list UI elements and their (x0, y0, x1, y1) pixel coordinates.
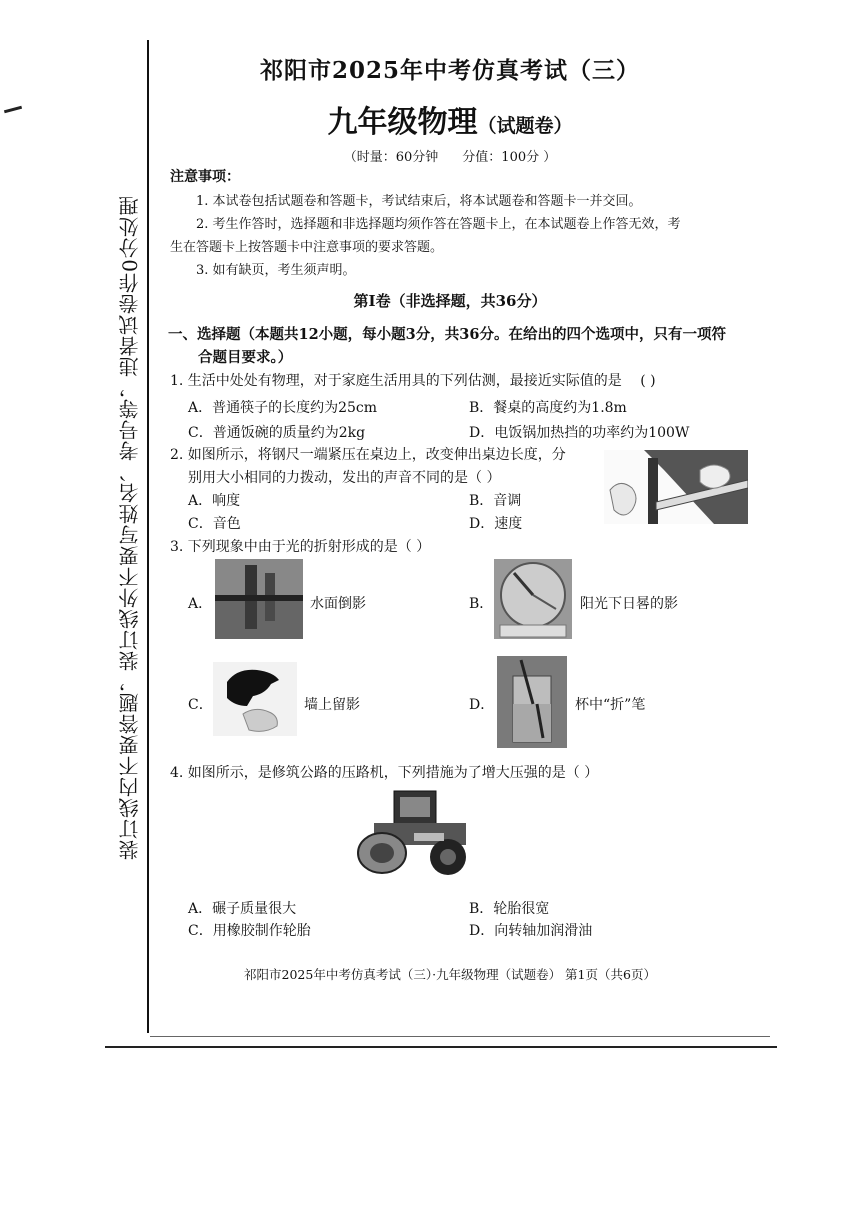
hand-shadow-image (213, 662, 297, 736)
section-title: 第Ⅰ卷（非选择题，共36分） (353, 292, 547, 310)
scan-mark (4, 106, 22, 114)
question-1-stem (170, 370, 656, 390)
q1-option-c: C．普通饭碗的质量约为2kg (188, 425, 366, 441)
q4-stem: 4. 如图所示，是修筑公路的压路机，下列措施为了增大压强的是（ ） (170, 765, 599, 781)
q4-option-c: C．用橡胶制作轮胎 (188, 923, 311, 939)
q3-option-d-letter: D． (469, 697, 495, 713)
q3-option-c-text: 墙上留影 (304, 697, 360, 713)
q2-option-d: D．速度 (469, 516, 523, 532)
q4-option-a: A．碾子质量很大 (188, 901, 297, 917)
q4-option-d: D．向转轴加润滑油 (469, 923, 593, 939)
q3-option-a-text: 水面倒影 (310, 596, 366, 612)
q4-option-b: B．轮胎很宽 (469, 901, 550, 917)
subject-title (150, 97, 750, 141)
subject-name: 九年级物理 (327, 105, 478, 140)
divider-line-upper (150, 1036, 770, 1037)
q3-option-d-text: 杯中“折”笔 (575, 697, 646, 713)
notice-item-2: 2. 考生作答时，选择题和非选择题均须作答在答题卡上，在本试题卷上作答无效，考 (196, 217, 681, 232)
road-roller-image (354, 783, 474, 883)
water-reflection-image (215, 559, 303, 639)
part-heading (168, 323, 768, 369)
binding-warning-text: 装订线内不要答题，装订线外不要写姓名、考号等，违者试卷作0分处理 (118, 195, 142, 861)
notice-item-3: 3. 如有缺页，考生须声明。 (196, 263, 356, 278)
exam-time: （时量：60分钟 (343, 150, 439, 165)
part-line-1: 一、选择题（本题共12小题，每小题3分，共36分。在给出的四个选项中，只有一项符 (168, 326, 726, 343)
bent-pen-in-cup-image (497, 656, 567, 748)
q1-answer-paren: ( ) (640, 373, 656, 389)
q2-option-b: B．音调 (469, 493, 522, 509)
q3-option-c-letter: C． (188, 697, 213, 713)
q1-stem-text: 1. 生活中处处有物理，对于家庭生活用具的下列估测，最接近实际值的是 (170, 373, 622, 389)
q1-option-a: A．普通筷子的长度约为25cm (188, 400, 378, 416)
q3-option-a-letter: A． (188, 596, 213, 612)
q1-option-b: B．餐桌的高度约为1.8m (469, 400, 627, 416)
subject-subtitle: （试题卷） (477, 115, 573, 137)
q3-option-b-letter: B． (469, 596, 494, 612)
q3-stem: 3. 下列现象中由于光的折射形成的是（ ） (170, 539, 431, 555)
notice-item-1: 1. 本试卷包括试题卷和答题卡，考试结束后，将本试题卷和答题卡一并交回。 (196, 194, 642, 209)
q2-option-c: C．音色 (188, 516, 241, 532)
q2-stem-line-2: 别用大小相同的力拨动，发出的声音不同的是（ ） (188, 470, 501, 486)
notice-heading: 注意事项： (170, 169, 240, 185)
q2-option-a: A．响度 (188, 493, 241, 509)
q1-option-d: D．电饭锅加热挡的功率约为100W (469, 425, 690, 441)
divider-line-lower (105, 1046, 777, 1048)
q3-option-b-text: 阳光下日晷的影 (580, 596, 678, 612)
exam-title: 祁阳市2025年中考仿真考试（三） (259, 57, 640, 84)
exam-score: 分值：100分 ） (462, 150, 557, 165)
page-footer: 祁阳市2025年中考仿真考试（三）·九年级物理（试题卷） 第1页（共6页） (244, 967, 656, 982)
ruler-on-desk-image (604, 450, 748, 524)
part-line-2: 合题目要求。） (198, 349, 293, 366)
notice-item-2-cont: 生在答题卡上按答题卡中注意事项的要求答题。 (170, 240, 444, 255)
sundial-image (494, 559, 572, 639)
q2-stem-line-1: 2. 如图所示，将钢尺一端紧压在桌边上，改变伸出桌边长度，分 (170, 447, 566, 463)
exam-meta (150, 146, 750, 165)
